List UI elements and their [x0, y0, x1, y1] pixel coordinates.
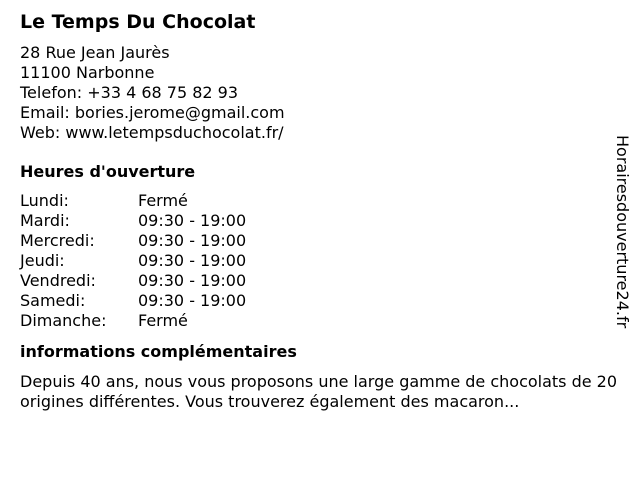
hours-row-tuesday [20, 211, 246, 231]
hours-value: 09:30 - 19:00 [138, 251, 247, 270]
business-name: Le Temps Du Chocolat [20, 11, 256, 33]
opening-hours-table [20, 191, 246, 331]
business-card [20, 10, 620, 412]
email-address: Email: bories.jerome@gmail.com [20, 103, 285, 122]
opening-hours-heading: Heures d'ouverture [20, 162, 196, 181]
hours-value: 09:30 - 19:00 [138, 231, 247, 250]
hours-row-sunday [20, 311, 246, 331]
day-label: Mardi: [20, 211, 70, 230]
hours-value: 09:30 - 19:00 [138, 211, 247, 230]
website-url: Web: www.letempsduchocolat.fr/ [20, 123, 284, 142]
day-label: Lundi: [20, 191, 69, 210]
phone-number: Telefon: +33 4 68 75 82 93 [20, 83, 239, 102]
hours-row-wednesday [20, 231, 246, 251]
day-label: Vendredi: [20, 271, 96, 290]
address-block [20, 43, 620, 143]
hours-value: 09:30 - 19:00 [138, 271, 247, 290]
hours-value: Fermé [138, 311, 188, 330]
city-postcode: 11100 Narbonne [20, 63, 155, 82]
day-label: Samedi: [20, 291, 86, 310]
hours-row-friday [20, 271, 246, 291]
day-label: Mercredi: [20, 231, 95, 250]
additional-info-heading: informations complémentaires [20, 342, 297, 361]
site-watermark: Horairesdouverture24.fr [613, 135, 632, 329]
hours-row-monday [20, 191, 246, 211]
hours-value: Fermé [138, 191, 188, 210]
street-address: 28 Rue Jean Jaurès [20, 43, 170, 62]
day-label: Dimanche: [20, 311, 107, 330]
business-description: Depuis 40 ans, nous vous proposons une large gamme de chocolats de 20 origines différentes. Vous trouverez également des macaron... [20, 372, 618, 411]
hours-row-thursday [20, 251, 246, 271]
hours-value: 09:30 - 19:00 [138, 291, 247, 310]
hours-row-saturday [20, 291, 246, 311]
day-label: Jeudi: [20, 251, 65, 270]
